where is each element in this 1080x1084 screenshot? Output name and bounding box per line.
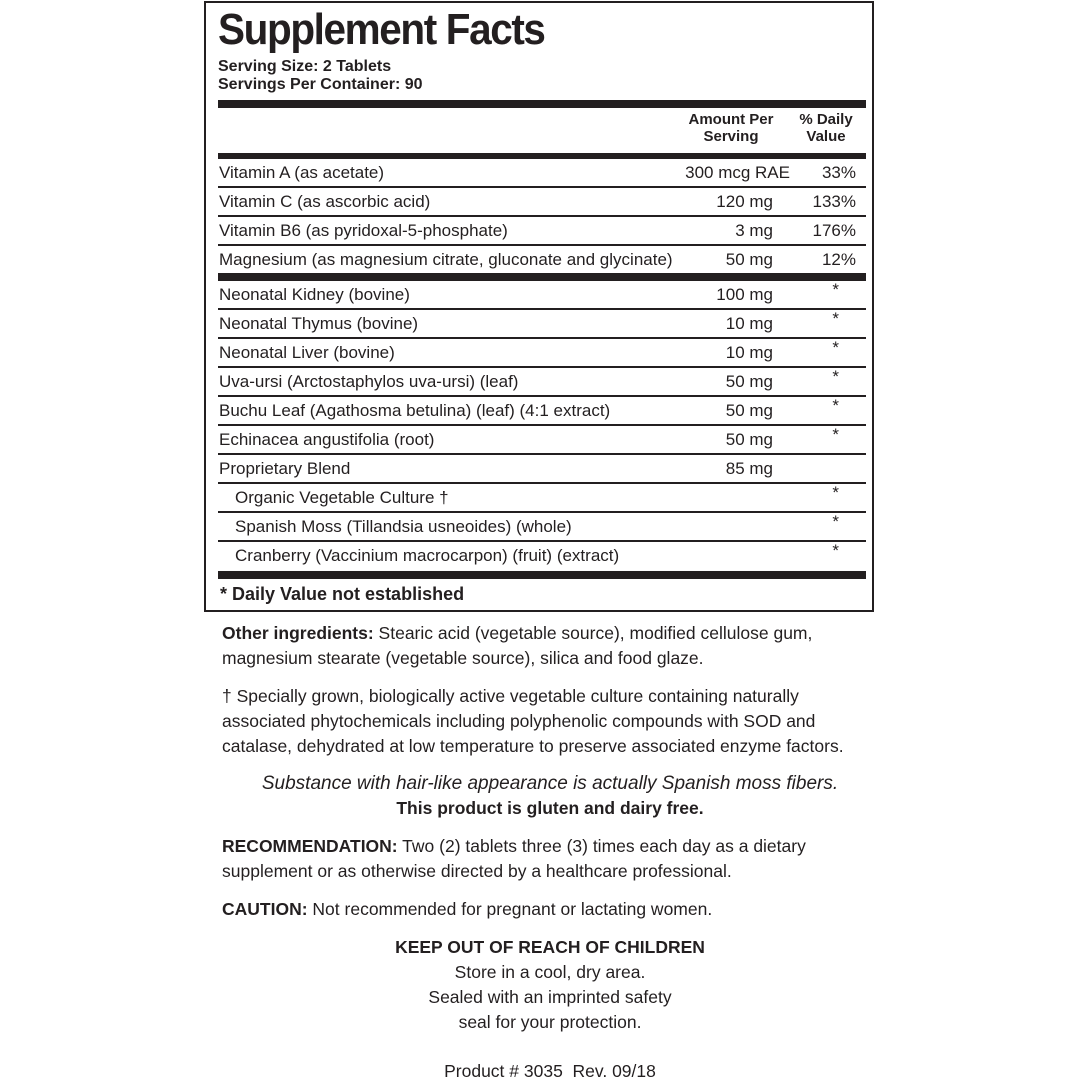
caution-text: Not recommended for pregnant or lactating women.: [307, 899, 713, 919]
serving-size: Serving Size: 2 Tablets: [218, 58, 392, 75]
ingredient-amount: 50 mg: [725, 401, 773, 420]
ingredient-row: [218, 281, 866, 310]
gluten-note: This product is gluten and dairy free.: [396, 798, 704, 818]
dagger-note-line: catalase, dehydrated at low temperature to preserve associated enzyme factors.: [222, 736, 844, 756]
ingredient-row: [218, 426, 866, 455]
ingredient-dv: *: [832, 280, 839, 299]
ingredient-amount: 50 mg: [725, 372, 773, 391]
storage-line: seal for your protection.: [458, 1012, 642, 1032]
other-ingredients-text: magnesium stearate (vegetable source), silica and food glaze.: [222, 648, 704, 668]
blend-subitem-row: [218, 513, 866, 542]
ingredient-name: Echinacea angustifolia (root): [219, 430, 435, 449]
ingredient-dv: *: [832, 367, 839, 386]
ingredient-name: Neonatal Thymus (bovine): [219, 314, 419, 333]
panel-content: [218, 3, 866, 606]
header-daily-value: [793, 111, 859, 145]
ingredient-name: Organic Vegetable Culture †: [235, 488, 449, 507]
daily-value-footnote: * Daily Value not established: [220, 584, 465, 604]
divider-thick: [218, 273, 866, 281]
other-ingredients: [222, 621, 872, 671]
nutrient-dv: 33%: [821, 163, 856, 182]
header-dv-line: % Daily: [799, 111, 853, 128]
ingredient-name: Spanish Moss (Tillandsia usneoides) (whole): [235, 517, 572, 536]
ingredient-name: Buchu Leaf (Agathosma betulina) (leaf) (4:1 extract): [219, 401, 611, 420]
ingredient-dv: *: [832, 309, 839, 328]
ingredient-rows: [218, 281, 866, 569]
product-code: Product # 3035 Rev. 09/18: [444, 1061, 656, 1081]
dagger-note-line: associated phytochemicals including polyphenolic compounds with SOD and: [222, 711, 816, 731]
nutrient-amount: 300 mcg RAE: [685, 163, 790, 182]
nutrient-name: Vitamin C (as ascorbic acid): [219, 192, 431, 211]
nutrient-dv: 12%: [821, 250, 856, 269]
nutrient-name: Vitamin B6 (as pyridoxal-5-phosphate): [219, 221, 508, 240]
ingredient-amount: 100 mg: [716, 285, 773, 304]
dagger-note-line: † Specially grown, biologically active vegetable culture containing naturally: [222, 686, 799, 706]
nutrient-amount: 50 mg: [725, 250, 773, 269]
ingredient-amount: 10 mg: [725, 314, 773, 333]
caution-label: CAUTION:: [222, 899, 308, 919]
nutrient-dv: 176%: [812, 221, 856, 240]
ingredient-dv: *: [832, 512, 839, 531]
nutrient-name: Vitamin A (as acetate): [219, 163, 385, 182]
other-ingredients-text: Stearic acid (vegetable source), modified cellulose gum,: [373, 623, 813, 643]
panel-title: Supplement Facts: [218, 5, 545, 54]
caution: [222, 897, 872, 922]
blend-subitem-row: [218, 542, 866, 569]
ingredient-row: [218, 339, 866, 368]
recommendation: [222, 834, 872, 884]
divider-thick: [218, 100, 866, 108]
ingredient-amount: 10 mg: [725, 343, 773, 362]
recommendation-text: Two (2) tablets three (3) times each day as a dietary: [397, 836, 806, 856]
moss-note: Substance with hair-like appearance is actually Spanish moss fibers.: [261, 773, 839, 794]
ingredient-amount: 50 mg: [725, 430, 773, 449]
nutrient-amount: 3 mg: [735, 221, 773, 240]
blend-subitem-row: [218, 484, 866, 513]
recommendation-text: supplement or as otherwise directed by a healthcare professional.: [222, 861, 732, 881]
header-dv-line: Value: [806, 128, 846, 145]
nutrient-amount: 120 mg: [716, 192, 773, 211]
ingredient-dv: *: [832, 425, 839, 444]
ingredient-name: Cranberry (Vaccinium macrocarpon) (fruit) (extract): [235, 546, 620, 565]
ingredient-name: Neonatal Liver (bovine): [219, 343, 395, 362]
ingredient-name: Neonatal Kidney (bovine): [219, 285, 410, 304]
dagger-note: [222, 684, 872, 759]
storage-line: Store in a cool, dry area.: [454, 962, 646, 982]
storage-line: Sealed with an imprinted safety: [428, 987, 672, 1007]
recommendation-label: RECOMMENDATION:: [222, 836, 398, 856]
header-amount-line: Serving: [703, 128, 759, 145]
nutrient-name: Magnesium (as magnesium citrate, gluconate and glycinate): [219, 250, 673, 269]
ingredient-dv: *: [832, 396, 839, 415]
other-ingredients-label: Other ingredients:: [222, 623, 374, 643]
ingredient-row: [218, 397, 866, 426]
ingredient-name: Uva-ursi (Arctostaphylos uva-ursi) (leaf): [219, 372, 519, 391]
header-amount: [686, 111, 776, 145]
keep-out-of-reach-heading: KEEP OUT OF REACH OF CHILDREN: [395, 937, 705, 957]
ingredient-dv: *: [832, 541, 839, 560]
nutrient-row: [218, 159, 866, 188]
nutrient-row: [218, 188, 866, 217]
ingredient-dv: *: [832, 338, 839, 357]
servings-per-container: Servings Per Container: 90: [218, 76, 423, 93]
supplement-facts-panel: [204, 1, 874, 612]
nutrient-row: [218, 246, 866, 273]
column-header: [218, 108, 866, 153]
vitamin-rows: [218, 159, 866, 273]
nutrient-dv: 133%: [812, 192, 856, 211]
divider-thick: [218, 571, 866, 579]
ingredient-row: [218, 368, 866, 397]
ingredient-dv: *: [832, 483, 839, 502]
ingredient-row: [218, 455, 866, 484]
header-amount-line: Amount Per: [688, 111, 774, 128]
ingredient-amount: 85 mg: [725, 459, 773, 478]
nutrient-row: [218, 217, 866, 246]
ingredient-name: Proprietary Blend: [219, 459, 351, 478]
ingredient-row: [218, 310, 866, 339]
storage-block: [210, 935, 890, 1035]
